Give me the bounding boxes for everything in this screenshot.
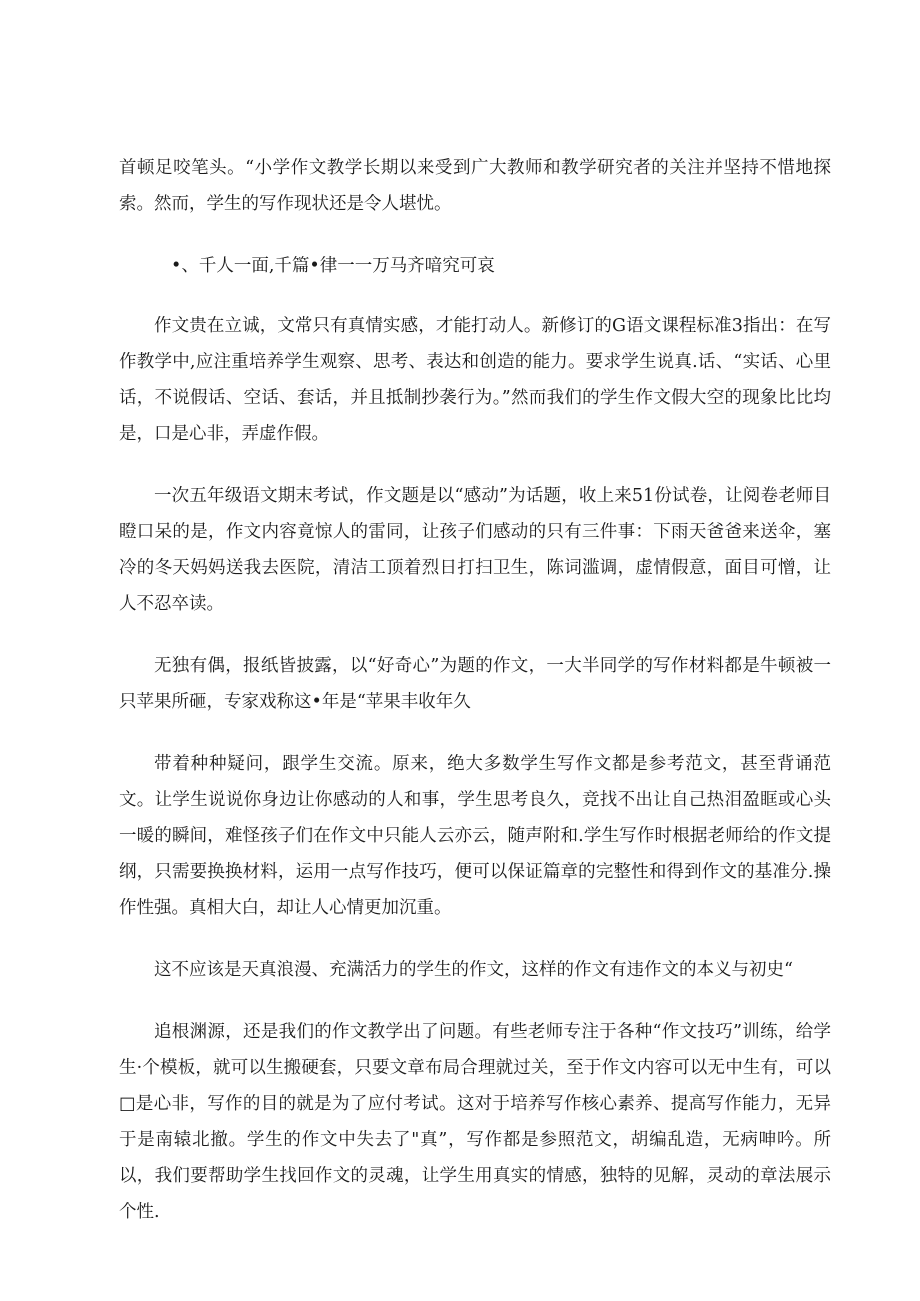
section-heading: •、千人一面,千篇•律一一万马齐喑究可哀 <box>171 256 495 276</box>
document-body <box>119 150 831 1256</box>
paragraph-continuation: 首顿足咬笔头。“小学作文教学长期以来受到广大教师和教学研究者的关注并坚持不惜地探索。然而，学生的写作现状还是令人堪忧。 <box>119 158 831 214</box>
paragraph: 带着种种疑问，跟学生交流。原来，绝大多数学生写作文都是参考范文，甚至背诵范文。让学生说说你身边让你感动的人和事，学生思考良久，竞找不出让自己热泪盈眶或心头一暖的瞬间，难怪孩子们在作文中只能人云亦云，随声附和.学生写作时根据老师给的作文提纲，只需要换换材料，运用一点写作技巧，便可以保证篇章的完整性和得到作文的基准分.操作性强。真相大白，却让人心情更加沉重。 <box>119 754 831 918</box>
paragraph: 一次五年级语文期末考试，作文题是以“感动”为话题，收上来51份试卷，让阅卷老师目瞪口呆的是，作文内容竟惊人的雷同，让孩子们感动的只有三件事：下雨天爸爸来送伞，塞冷的冬天妈妈送我去医院，清洁工顶着烈日打扫卫生，陈词滥调，虚情假意，面目可憎，让人不忍卒读。 <box>119 486 831 614</box>
paragraph: 无独有偶，报纸皆披露，以“好奇心”为题的作文，一大半同学的写作材料都是牛顿被一只苹果所砸，专家戏称这•年是“苹果丰收年久 <box>119 656 831 712</box>
paragraph: 作文贵在立诚，文常只有真情实感，才能打动人。新修订的G语文课程标准3指出：在写作教学中,应注重培养学生观察、思考、表达和创造的能力。要求学生说真.话、“实话、心里话，不说假话、空话、套话，并且抵制抄袭行为。”然而我们的学生作文假大空的现象比比均是，口是心非，弄虚作假。 <box>119 316 831 444</box>
paragraph: 追根渊源，还是我们的作文教学出了问题。有些老师专注于各种“作文技巧”训练，给学生·个模板，就可以生搬硬套，只要文章布局合理就过关，至于作文内容可以无中生有，可以□是心非，写作的目的就是为了应付考试。这对于培养写作核心素养、提高写作能力，无异于是南辕北撤。学生的作文中失去了"真”，写作都是参照范文，胡编乱造，无病呻吟。所以，我们要帮助学生找回作文的灵魂，让学生用真实的情感，独特的见解，灵动的章法展示个性. <box>119 1022 831 1222</box>
paragraph: 这不应该是天真浪漫、充满活力的学生的作文，这样的作文有违作文的本义与初史“ <box>154 960 793 980</box>
